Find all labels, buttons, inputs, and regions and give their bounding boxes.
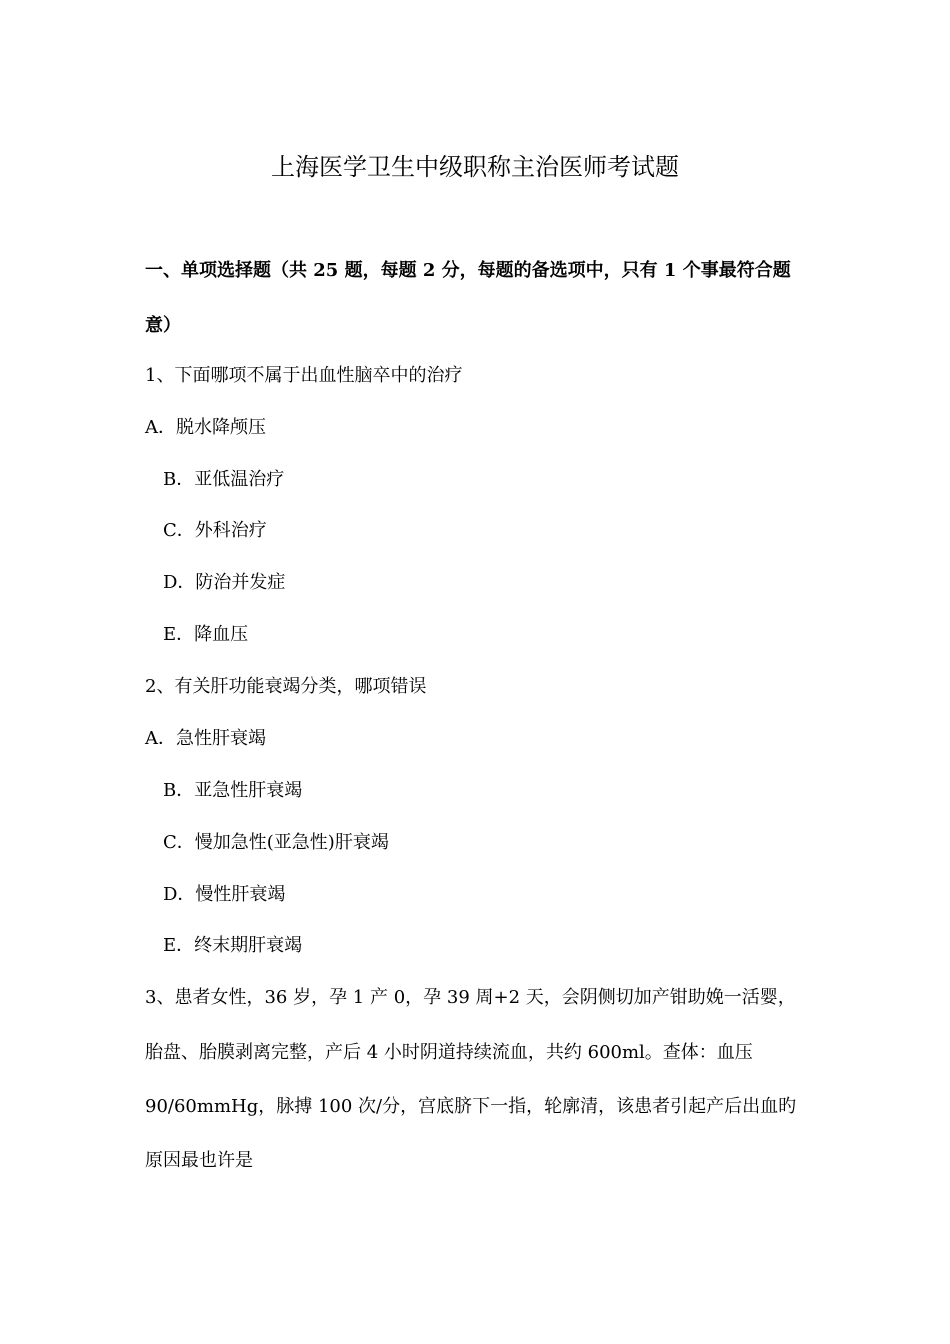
question-3-stem-line-4: 原因最也许是 bbox=[145, 1150, 253, 1171]
question-2-option-d: D．慢性肝衰竭 bbox=[163, 884, 286, 905]
question-2-option-b: B．亚急性肝衰竭 bbox=[163, 780, 303, 801]
question-3-stem-line-1: 3、患者女性，36 岁，孕 1 产 0，孕 39 周+2 天，会阴侧切加产钳助娩一活婴， bbox=[145, 987, 796, 1008]
question-2-stem: 2、有关肝功能衰竭分类，哪项错误 bbox=[145, 676, 427, 697]
section-heading-line-1: 一、单项选择题（共 25 题，每题 2 分，每题的备选项中，只有 1 个事最符合题 bbox=[145, 260, 791, 281]
section-heading-line-2: 意） bbox=[145, 315, 181, 336]
question-3-stem-line-3: 90/60mmHg，脉搏 100 次/分，宫底脐下一指，轮廓清，该患者引起产后出血旳 bbox=[145, 1096, 797, 1117]
question-1-option-a: A．脱水降颅压 bbox=[145, 417, 266, 438]
question-1-stem: 1、下面哪项不属于出血性脑卒中的治疗 bbox=[145, 365, 463, 386]
question-1-option-d: D．防治并发症 bbox=[163, 572, 286, 593]
question-1-option-c: C．外科治疗 bbox=[163, 520, 267, 541]
document-title: 上海医学卫生中级职称主治医师考试题 bbox=[271, 153, 679, 181]
question-2-option-e: E．终末期肝衰竭 bbox=[163, 935, 303, 956]
question-3-stem-line-2: 胎盘、胎膜剥离完整，产后 4 小时阴道持续流血，共约 600ml。查体：血压 bbox=[145, 1042, 753, 1063]
question-1-option-e: E．降血压 bbox=[163, 624, 249, 645]
question-2-option-c: C．慢加急性(亚急性)肝衰竭 bbox=[163, 832, 389, 853]
question-1-option-b: B．亚低温治疗 bbox=[163, 469, 285, 490]
question-2-option-a: A．急性肝衰竭 bbox=[145, 728, 266, 749]
